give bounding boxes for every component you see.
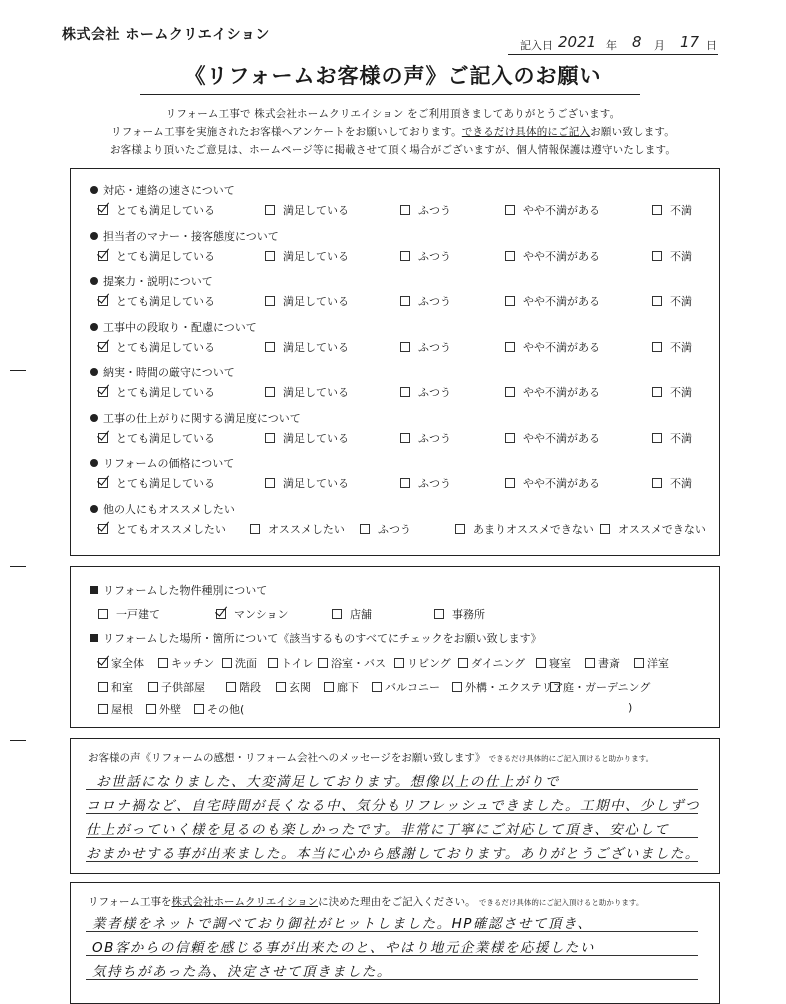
place-option[interactable]: [452, 679, 564, 695]
option-label: とても満足している: [116, 431, 215, 445]
question-title: [90, 182, 235, 198]
place-option[interactable]: [550, 679, 650, 695]
satisfaction-option[interactable]: [400, 293, 451, 309]
title-underline: [140, 94, 640, 95]
option-label: とても満足している: [116, 477, 215, 490]
checkbox[interactable]: [372, 682, 382, 692]
property-title: [90, 582, 267, 598]
reason-line: 業者様をネットで調べており御社がヒットしました。HP確認させて頂き、: [92, 916, 593, 932]
option-label: オススメしたい: [268, 522, 345, 536]
question-title: [90, 410, 301, 426]
bullet-icon: [90, 232, 98, 240]
option-label: ふつう: [378, 522, 411, 536]
date-month-unit: 月: [654, 39, 665, 52]
option-label: 廊下: [337, 681, 359, 694]
option-label: 一戸建て: [116, 608, 160, 621]
reason-note: できるだけ具体的にご記入頂けると助かります。: [478, 898, 644, 907]
question-title-text: 工事の仕上がりに関する満足度について: [103, 411, 301, 425]
satisfaction-option[interactable]: [98, 202, 215, 218]
place-option[interactable]: [98, 655, 144, 671]
satisfaction-option[interactable]: [265, 339, 349, 355]
option-label: オススメできない: [618, 522, 706, 536]
question-title-text: リフォームの価格について: [103, 457, 235, 470]
voice-line: おまかせする事が出来ました。本当に心から感謝しております。ありがとうございました。: [86, 846, 700, 862]
option-label: 洋室: [647, 657, 669, 670]
place-option[interactable]: [268, 655, 313, 671]
satisfaction-option[interactable]: [98, 293, 215, 309]
property-option[interactable]: [98, 606, 160, 622]
checkbox[interactable]: [98, 387, 108, 397]
satisfaction-option[interactable]: [400, 475, 451, 491]
checkbox[interactable]: [146, 704, 156, 714]
option-label: あまりオススメできない: [473, 522, 594, 536]
satisfaction-option[interactable]: [265, 430, 349, 446]
checkbox[interactable]: [98, 609, 108, 619]
option-label: 寝室: [549, 657, 571, 670]
bullet-icon: [90, 277, 98, 285]
option-label: 洗面: [235, 657, 257, 670]
checkbox[interactable]: [98, 524, 108, 534]
checkbox[interactable]: [394, 658, 404, 668]
satisfaction-option[interactable]: [265, 475, 349, 491]
option-label: 満足している: [283, 249, 349, 263]
option-label: ふつう: [418, 386, 451, 399]
checkbox[interactable]: [400, 478, 410, 488]
question-title: [90, 319, 257, 335]
property-option[interactable]: [434, 606, 485, 622]
option-label: とても満足している: [116, 340, 215, 354]
place-option[interactable]: [318, 655, 386, 671]
margin-mark: [10, 370, 26, 371]
place-option[interactable]: [634, 655, 669, 671]
checkbox[interactable]: [585, 658, 595, 668]
checkbox[interactable]: [434, 609, 444, 619]
checkbox[interactable]: [222, 658, 232, 668]
option-label: 不満: [670, 204, 692, 217]
satisfaction-option[interactable]: [652, 293, 692, 309]
satisfaction-option[interactable]: [652, 384, 692, 400]
option-label: 不満: [670, 431, 692, 445]
checkbox[interactable]: [652, 296, 662, 306]
checkbox[interactable]: [400, 433, 410, 443]
checkbox[interactable]: [505, 387, 515, 397]
option-label: 玄関: [289, 681, 311, 694]
date-day-unit: 日: [706, 39, 717, 52]
option-label: 浴室・バス: [331, 657, 386, 670]
satisfaction-option[interactable]: [505, 248, 600, 264]
checkbox[interactable]: [600, 524, 610, 534]
date-year-unit: 年: [606, 39, 617, 52]
question-title: [90, 364, 235, 380]
checkbox[interactable]: [98, 704, 108, 714]
checkbox[interactable]: [158, 658, 168, 668]
option-label: やや不満がある: [523, 249, 600, 263]
question-title-text: 納実・時間の厳守について: [103, 366, 235, 379]
checkbox[interactable]: [505, 251, 515, 261]
bullet-icon: [90, 368, 98, 376]
checkbox[interactable]: [226, 682, 236, 692]
intro-line-1: リフォーム工事で 株式会社ホームクリエイション をご利用頂きましてありがとうございます。: [165, 108, 621, 120]
checkbox[interactable]: [250, 524, 260, 534]
satisfaction-option[interactable]: [505, 339, 600, 355]
checkbox[interactable]: [324, 682, 334, 692]
checkbox[interactable]: [634, 658, 644, 668]
voice-line: 仕上がっていく様を見るのも楽しかったです。非常に丁寧にご対応して頂き、安心して: [86, 822, 670, 838]
reason-line: OB客からの信頼を感じる事が出来たのと、やはり地元企業様を応援したい: [92, 940, 595, 956]
place-option[interactable]: [148, 679, 205, 695]
date-label: 記入日: [520, 39, 553, 52]
satisfaction-option[interactable]: [505, 202, 600, 218]
intro-line-2-c: お願い致します。: [590, 126, 675, 138]
checkbox[interactable]: [265, 342, 275, 352]
company-name: 株式会社 ホームクリエイション: [62, 27, 270, 43]
margin-mark: [10, 740, 26, 741]
satisfaction-option[interactable]: [652, 475, 692, 491]
place-option[interactable]: [222, 655, 257, 671]
place-option[interactable]: [372, 679, 440, 695]
place-option[interactable]: [536, 655, 571, 671]
bullet-icon: [90, 414, 98, 422]
property-title-text: リフォームした物件種別について: [103, 584, 268, 597]
option-label: その他(: [207, 703, 245, 716]
satisfaction-option[interactable]: [652, 339, 692, 355]
checkbox[interactable]: [268, 658, 278, 668]
satisfaction-option[interactable]: [505, 384, 600, 400]
place-option[interactable]: [276, 679, 311, 695]
date-day: 17: [680, 33, 700, 51]
checkbox[interactable]: [276, 682, 286, 692]
option-label: とてもオススメしたい: [116, 522, 226, 536]
option-label: 満足している: [283, 295, 349, 308]
voice-title: [88, 750, 653, 765]
other-close-paren: ): [628, 701, 633, 714]
option-label: 家全体: [111, 657, 144, 670]
reason-suffix: に決めた理由をご記入ください。: [318, 896, 476, 908]
option-label: 不満: [670, 295, 692, 308]
checkbox[interactable]: [652, 205, 662, 215]
satisfaction-option[interactable]: [652, 248, 692, 264]
checkbox[interactable]: [652, 387, 662, 397]
option-label: 外構・エクステリア: [465, 681, 564, 694]
option-label: 子供部屋: [161, 681, 205, 694]
question-title-text: 提案力・説明について: [103, 275, 213, 288]
satisfaction-option[interactable]: [400, 202, 451, 218]
recommend-option[interactable]: [455, 521, 594, 537]
place-option[interactable]: [146, 701, 181, 717]
place-option[interactable]: [194, 701, 244, 717]
property-option[interactable]: [216, 606, 289, 622]
checkbox[interactable]: [536, 658, 546, 668]
option-label: やや不満がある: [523, 386, 600, 399]
option-label: 満足している: [283, 204, 349, 217]
option-label: 階段: [239, 681, 261, 694]
option-label: とても満足している: [116, 386, 215, 399]
option-label: トイレ: [281, 657, 314, 670]
checkbox[interactable]: [458, 658, 468, 668]
satisfaction-option[interactable]: [400, 430, 451, 446]
option-label: やや不満がある: [523, 340, 600, 354]
checkbox[interactable]: [98, 205, 108, 215]
reason-title: [88, 894, 643, 909]
checkbox[interactable]: [652, 478, 662, 488]
option-label: 満足している: [283, 477, 349, 490]
option-label: バルコニー: [385, 681, 440, 694]
bullet-icon: [90, 186, 98, 194]
reason-company: 株式会社ホームクリエイション: [171, 896, 319, 908]
option-label: とても満足している: [116, 249, 215, 263]
checkbox[interactable]: [505, 433, 515, 443]
reason-prefix: リフォーム工事を: [88, 896, 172, 908]
satisfaction-option[interactable]: [400, 248, 451, 264]
satisfaction-option[interactable]: [265, 384, 349, 400]
satisfaction-option[interactable]: [400, 384, 451, 400]
satisfaction-option[interactable]: [98, 248, 215, 264]
place-option[interactable]: [324, 679, 359, 695]
question-title: [90, 455, 234, 471]
satisfaction-option[interactable]: [505, 475, 600, 491]
option-label: ふつう: [418, 431, 451, 445]
checkbox[interactable]: [318, 658, 328, 668]
checkbox[interactable]: [400, 296, 410, 306]
option-label: 不満: [670, 249, 692, 263]
checkbox[interactable]: [400, 342, 410, 352]
checkbox[interactable]: [400, 387, 410, 397]
option-label: 庭・ガーデニング: [563, 681, 651, 694]
checkbox[interactable]: [148, 682, 158, 692]
intro-line-3: お客様より頂いたご意見は、ホームページ等に掲載させて頂く場合がございますが、個人情報保護は遵守いたします。: [109, 144, 677, 156]
option-label: ふつう: [418, 204, 451, 217]
option-label: ダイニング: [471, 657, 526, 670]
question-title-text: 対応・連絡の速さについて: [103, 184, 235, 197]
satisfaction-option[interactable]: [98, 339, 215, 355]
satisfaction-option[interactable]: [505, 293, 600, 309]
satisfaction-option[interactable]: [98, 384, 215, 400]
voice-note: できるだけ具体的にご記入頂けると助かります。: [488, 754, 654, 763]
option-label: 店舗: [350, 608, 372, 621]
property-option[interactable]: [332, 606, 372, 622]
checkbox[interactable]: [98, 251, 108, 261]
checkbox[interactable]: [98, 342, 108, 352]
recommend-option[interactable]: [98, 521, 226, 537]
question-title: [90, 501, 235, 517]
place-option[interactable]: [158, 655, 214, 671]
question-title-text: 担当者のマナー・接客態度について: [103, 229, 279, 243]
reason-line: 気持ちがあった為、決定させて頂きました。: [92, 964, 392, 980]
place-option[interactable]: [585, 655, 620, 671]
checkbox[interactable]: [98, 658, 108, 668]
option-label: 和室: [111, 681, 133, 694]
checkbox[interactable]: [265, 296, 275, 306]
option-label: やや不満がある: [523, 204, 600, 217]
checkbox[interactable]: [265, 205, 275, 215]
place-option[interactable]: [98, 701, 133, 717]
satisfaction-option[interactable]: [652, 202, 692, 218]
square-bullet-icon: [90, 586, 98, 594]
option-label: 屋根: [111, 703, 133, 716]
bullet-icon: [90, 323, 98, 331]
question-title: [90, 273, 213, 289]
recommend-option[interactable]: [600, 521, 706, 537]
option-label: ふつう: [418, 295, 451, 308]
checkbox[interactable]: [652, 433, 662, 443]
voice-line: お世話になりました、大変満足しております。想像以上の仕上がりで: [96, 774, 560, 790]
option-label: 事務所: [452, 608, 485, 621]
option-label: キッチン: [171, 657, 215, 670]
satisfaction-option[interactable]: [505, 430, 600, 446]
bullet-icon: [90, 459, 98, 467]
option-label: 外壁: [159, 703, 181, 716]
option-label: 不満: [670, 477, 692, 490]
checkbox[interactable]: [505, 478, 515, 488]
question-title-text: 他の人にもオススメしたい: [103, 502, 235, 516]
intro-line-2-a: リフォーム工事を実施されたお客様へアンケートをお願いしております。: [111, 126, 462, 138]
voice-title-text: お客様の声《リフォームの感想・リフォーム会社へのメッセージをお願い致します》: [88, 752, 486, 764]
checkbox[interactable]: [652, 251, 662, 261]
option-label: 満足している: [283, 386, 349, 399]
checkbox[interactable]: [452, 682, 462, 692]
checkbox[interactable]: [505, 296, 515, 306]
checkbox[interactable]: [505, 205, 515, 215]
satisfaction-option[interactable]: [400, 339, 451, 355]
question-title: [90, 228, 279, 244]
places-title-text: リフォームした場所・箇所について《該当するものすべてにチェックをお願い致します》: [103, 632, 542, 645]
checkbox[interactable]: [265, 251, 275, 261]
checkbox[interactable]: [216, 609, 226, 619]
option-label: とても満足している: [116, 204, 215, 217]
question-title-text: 工事中の段取り・配慮について: [103, 320, 257, 334]
date-year: 2021: [558, 33, 597, 51]
satisfaction-option[interactable]: [98, 475, 215, 491]
checkbox[interactable]: [265, 433, 275, 443]
option-label: 書斎: [598, 657, 620, 670]
satisfaction-option[interactable]: [652, 430, 692, 446]
intro-line-2: [0, 124, 786, 139]
date-month: 8: [632, 33, 642, 51]
checkbox[interactable]: [505, 342, 515, 352]
checkbox[interactable]: [400, 251, 410, 261]
option-label: マンション: [234, 608, 289, 621]
checkbox[interactable]: [98, 296, 108, 306]
place-option[interactable]: [98, 679, 133, 695]
checkbox[interactable]: [98, 433, 108, 443]
margin-mark: [10, 566, 26, 567]
option-label: ふつう: [418, 249, 451, 263]
place-option[interactable]: [394, 655, 451, 671]
option-label: やや不満がある: [523, 295, 600, 308]
checkbox[interactable]: [265, 387, 275, 397]
checkbox[interactable]: [652, 342, 662, 352]
places-title: [90, 630, 542, 646]
place-option[interactable]: [458, 655, 525, 671]
option-label: リビング: [407, 657, 451, 670]
checkbox[interactable]: [550, 682, 560, 692]
checkbox[interactable]: [400, 205, 410, 215]
option-label: 満足している: [283, 340, 349, 354]
place-option[interactable]: [226, 679, 261, 695]
option-label: ふつう: [418, 477, 451, 490]
satisfaction-survey-box: [70, 168, 720, 556]
bullet-icon: [90, 505, 98, 513]
option-label: 不満: [670, 386, 692, 399]
satisfaction-option[interactable]: [265, 293, 349, 309]
checkbox[interactable]: [265, 478, 275, 488]
checkbox[interactable]: [455, 524, 465, 534]
option-label: やや不満がある: [523, 477, 600, 490]
option-label: ふつう: [418, 340, 451, 354]
intro-line-2-emphasis: できるだけ具体的にご記入: [461, 126, 591, 138]
recommend-option[interactable]: [250, 521, 345, 537]
checkbox[interactable]: [194, 704, 204, 714]
checkbox[interactable]: [332, 609, 342, 619]
page-title: 《リフォームお客様の声》ご記入のお願い: [184, 64, 602, 88]
square-bullet-icon: [90, 634, 98, 642]
option-label: とても満足している: [116, 295, 215, 308]
checkbox[interactable]: [360, 524, 370, 534]
satisfaction-option[interactable]: [98, 430, 215, 446]
satisfaction-option[interactable]: [265, 248, 349, 264]
date-field[interactable]: [508, 34, 718, 55]
satisfaction-option[interactable]: [265, 202, 349, 218]
checkbox[interactable]: [98, 682, 108, 692]
option-label: やや不満がある: [523, 431, 600, 445]
checkbox[interactable]: [98, 478, 108, 488]
option-label: 不満: [670, 340, 692, 354]
option-label: 満足している: [283, 431, 349, 445]
voice-line: コロナ禍など、自宅時間が長くなる中、気分もリフレッシュできました。工期中、少しずつ: [86, 798, 701, 814]
recommend-option[interactable]: [360, 521, 411, 537]
